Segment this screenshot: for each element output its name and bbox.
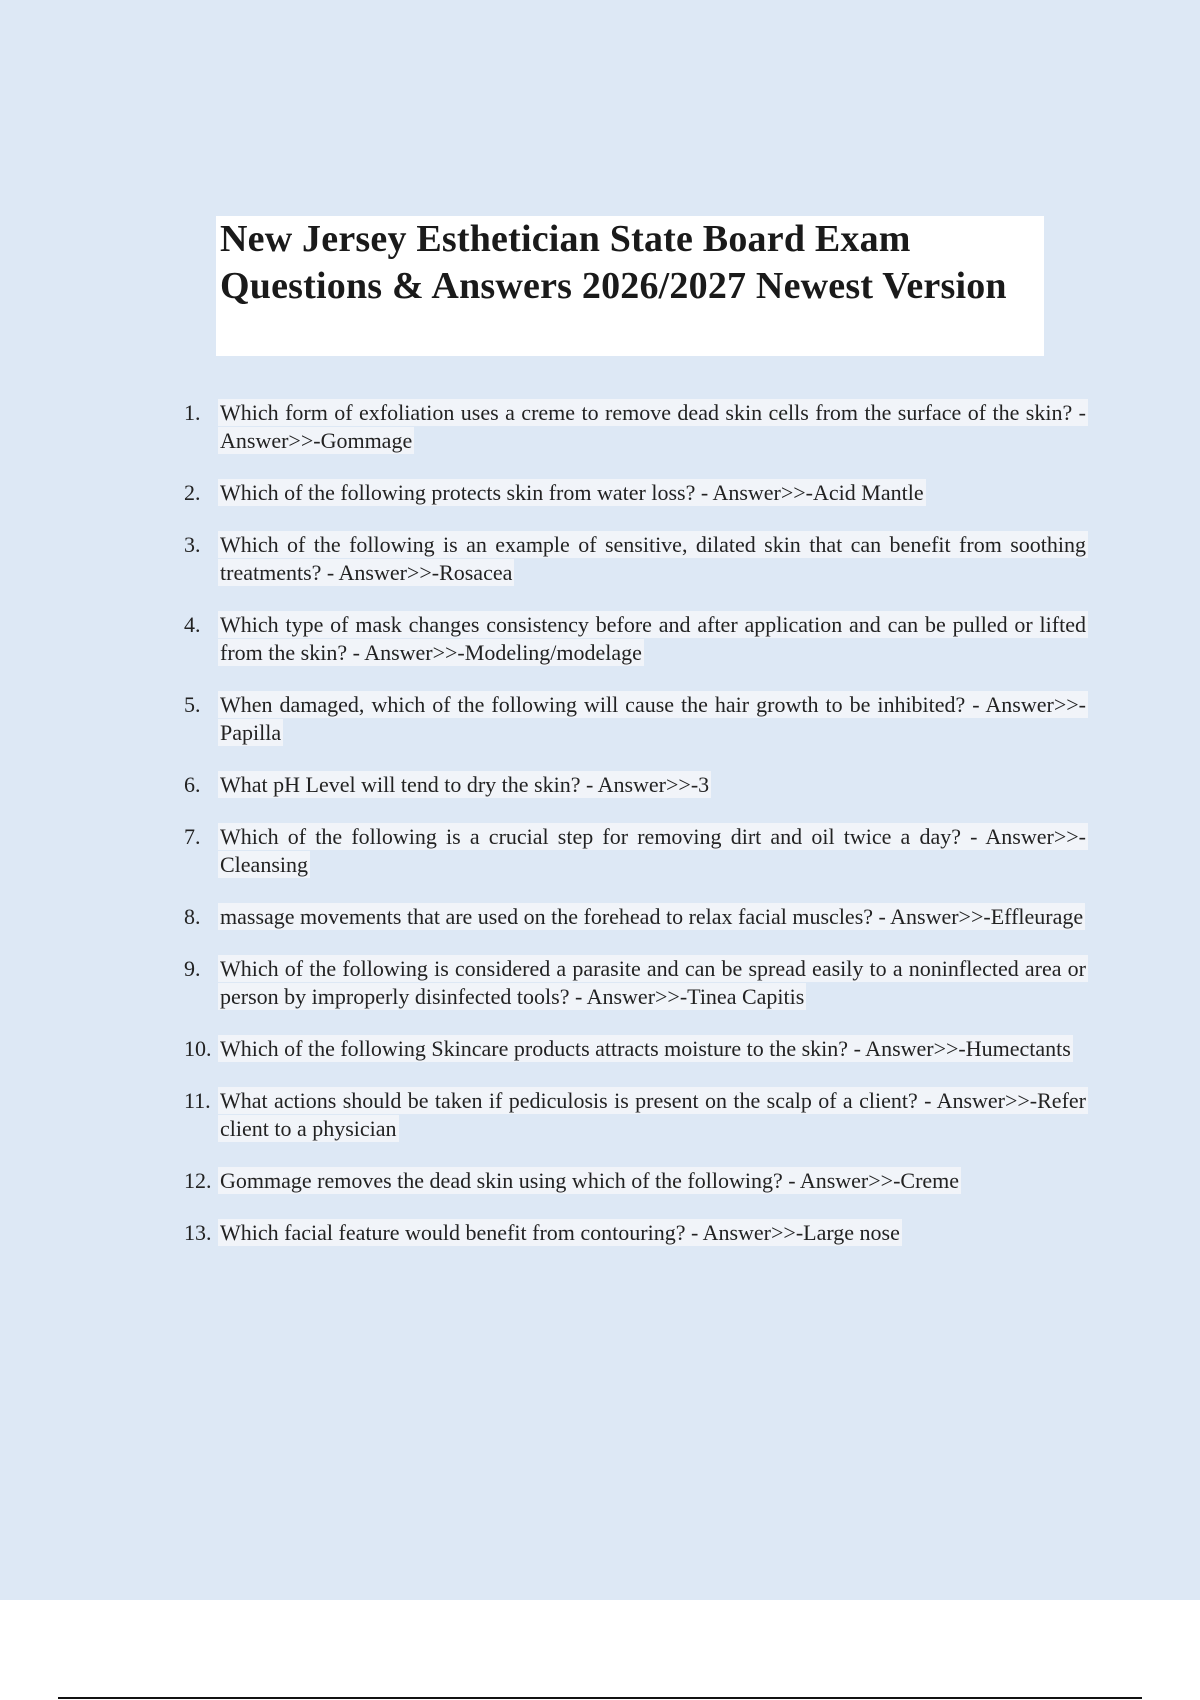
list-item: [168, 1035, 1088, 1063]
list-item: [168, 531, 1088, 587]
item-number: 8.: [184, 904, 201, 929]
list-item: [168, 1167, 1088, 1195]
item-number: 2.: [184, 480, 201, 505]
item-number: 9.: [184, 956, 201, 981]
item-number: 5.: [184, 692, 201, 717]
item-text: When damaged, which of the following will cause the hair growth to be inhibited? - Answer>>-Papilla: [220, 692, 1086, 745]
list-item: [168, 903, 1088, 931]
list-item: [168, 1219, 1088, 1247]
item-text: Which of the following Skincare products attracts moisture to the skin? - Answer>>-Humectants: [220, 1036, 1071, 1061]
item-text: Gommage removes the dead skin using which of the following? - Answer>>-Creme: [220, 1168, 960, 1193]
list-item: [168, 771, 1088, 799]
item-number: 11.: [184, 1088, 211, 1113]
footer-rule: [58, 1697, 1142, 1699]
item-number: 1.: [184, 400, 201, 425]
item-number: 3.: [184, 532, 201, 557]
item-number: 7.: [184, 824, 201, 849]
item-number: 4.: [184, 612, 201, 637]
item-text: Which facial feature would benefit from contouring? - Answer>>-Large nose: [220, 1220, 900, 1245]
item-number: 12.: [184, 1168, 212, 1193]
item-text: massage movements that are used on the forehead to relax facial muscles? - Answer>>-Effleurage: [220, 904, 1084, 929]
document-title: New Jersey Esthetician State Board Exam Questions & Answers 2026/2027 Newest Version: [220, 218, 1007, 307]
list-item: [168, 955, 1088, 1011]
item-number: 13.: [184, 1220, 212, 1245]
list-item: [168, 611, 1088, 667]
question-list: [168, 399, 1088, 1271]
list-item: [168, 1087, 1088, 1143]
list-item: [168, 691, 1088, 747]
item-text: Which form of exfoliation uses a creme to remove dead skin cells from the surface of the skin? - Answer>>-Gommage: [220, 400, 1086, 453]
item-number: 10.: [184, 1036, 212, 1061]
item-text: Which of the following protects skin from water loss? - Answer>>-Acid Mantle: [220, 480, 924, 505]
list-item: [168, 399, 1088, 455]
item-text: What pH Level will tend to dry the skin? - Answer>>-3: [220, 772, 710, 797]
item-text: Which of the following is an example of sensitive, dilated skin that can benefit from soothing treatments? - Answer>>-Rosacea: [220, 532, 1086, 585]
item-text: Which of the following is considered a parasite and can be spread easily to a noninflected area or person by improperly disinfected tools? - Answer>>-Tinea Capitis: [220, 956, 1086, 1009]
item-number: 6.: [184, 772, 201, 797]
item-text: What actions should be taken if pediculosis is present on the scalp of a client? - Answer>>-Refer client to a physician: [220, 1088, 1086, 1141]
title-box: [216, 216, 1044, 356]
item-text: Which type of mask changes consistency before and after application and can be pulled or lifted from the skin? - Answer>>-Modeling/modelage: [220, 612, 1086, 665]
list-item: [168, 479, 1088, 507]
list-item: [168, 823, 1088, 879]
item-text: Which of the following is a crucial step for removing dirt and oil twice a day? - Answer>>-Cleansing: [220, 824, 1086, 877]
